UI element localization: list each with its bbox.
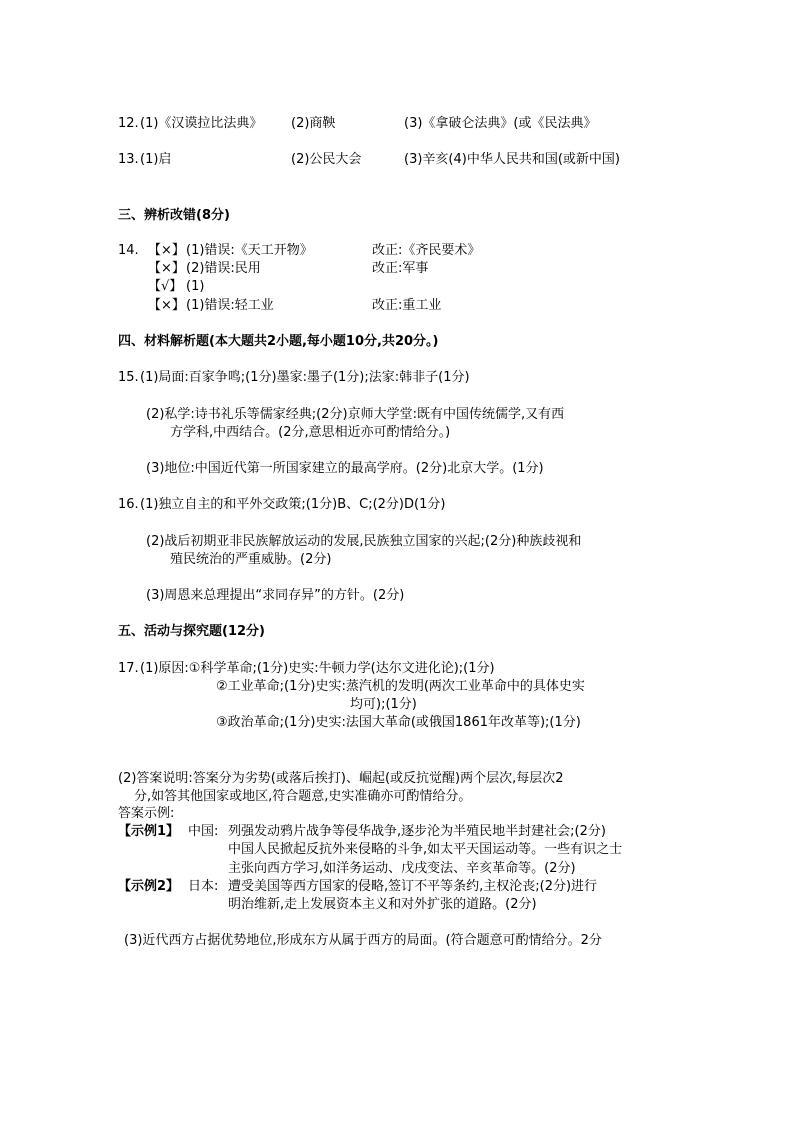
q16-number: 16. [118,497,139,512]
q14-row-4-mark: 【×】 [148,298,185,313]
q15-number: 15. [118,370,139,385]
q15-part-1: (1)局面:百家争鸣;(1分)墨家:墨子(1分);法家:韩非子(1分) [140,370,470,385]
q14-row-3-part: (1) [186,279,205,294]
q13-answer-2: (2)公民大会 [291,152,362,167]
q16-part-2-line-2: 殖民统治的严重威胁。(2分) [170,552,332,567]
q17-part-2-line-1: (2)答案说明:答案分为劣势(或落后挨打)、崛起(或反抗觉醒)两个层次,每层次2 [118,771,564,786]
q17-part-1-line-1: (1)原因:①科学革命;(1分)史实:牛顿力学(达尔文进化论);(1分) [140,661,495,676]
q13-answer-1: (1)启 [140,152,172,167]
q17-part-3: (3)近代西方占据优势地位,形成东方从属于西方的局面。(符合题意可酌情给分。2分 [124,933,602,948]
q17-example-1-label: 【示例1】 [118,824,180,839]
q14-row-1-correction: 改正:《齐民要术》 [372,243,481,258]
q12-answer-1: (1)《汉谟拉比法典》 [140,116,263,131]
q14-row-3-mark: 【√】 [148,279,183,294]
q12-answer-3: (3)《拿破仑法典》(或《民法典》 [404,116,597,131]
q15-part-2-line-2: 方学科,中西结合。(2分,意思相近亦可酌情给分。) [170,425,451,440]
q17-example-2-country: 日本: [188,879,219,894]
q16-part-2-line-1: (2)战后初期亚非民族解放运动的发展,民族独立国家的兴起;(2分)种族歧视和 [146,534,582,549]
section-5-heading: 五、活动与探究题(12分) [118,624,265,639]
q17-example-1-line-3: 主张向西方学习,如洋务运动、戊戌变法、辛亥革命等。(2分) [228,861,576,876]
q12-number: 12. [118,116,139,131]
q17-part-1-line-3: 均可);(1分) [350,697,417,712]
q17-example-2-line-2: 明治维新,走上发展资本主义和对外扩张的道路。(2分) [228,897,537,912]
q17-part-1-line-2: ②工业革命;(1分)史实:蒸汽机的发明(两次工业革命中的具体史实 [216,679,585,694]
q17-example-1-line-1: 列强发动鸦片战争等侵华战争,逐步沦为半殖民地半封建社会;(2分) [228,824,606,839]
q17-part-2-line-2: 分,如答其他国家或地区,符合题意,史实准确亦可酌情给分。 [134,789,472,804]
q14-row-2-error: (2)错误:民用 [186,261,261,276]
q12-answer-2: (2)商鞅 [291,116,336,131]
q16-part-3: (3)周恩来总理提出“求同存异”的方针。(2分) [146,588,405,603]
q14-row-2-correction: 改正:军事 [372,261,429,276]
q13-answer-3: (3)辛亥(4)中华人民共和国(或新中国) [404,152,620,167]
q13-number: 13. [118,152,139,167]
q17-example-1-line-2: 中国人民掀起反抗外来侵略的斗争,如太平天国运动等。一些有识之士 [228,842,623,857]
q14-row-1-error: (1)错误:《天工开物》 [186,243,313,258]
section-4-heading: 四、材料解析题(本大题共2小题,每小题10分,共20分。) [118,334,439,349]
q16-part-1: (1)独立自主的和平外交政策;(1分)B、C;(2分)D(1分) [140,497,446,512]
q17-examples-label: 答案示例: [118,806,175,821]
q15-part-2-line-1: (2)私学:诗书礼乐等儒家经典;(2分)京师大学堂:既有中国传统儒学,又有西 [146,407,565,422]
q17-part-1-line-4: ③政治革命;(1分)史实:法国大革命(或俄国1861年改革等);(1分) [216,715,581,730]
section-3-heading: 三、辨析改错(8分) [118,208,230,223]
q14-number: 14. [118,243,139,258]
q14-row-2-mark: 【×】 [148,261,185,276]
q17-example-1-country: 中国: [188,824,219,839]
q17-example-2-label: 【示例2】 [118,879,180,894]
q14-row-4-error: (1)错误:轻工业 [186,298,274,313]
q17-number: 17. [118,661,139,676]
q17-example-2-line-1: 遭受美国等西方国家的侵略,签订不平等条约,主权沦丧;(2分)进行 [228,879,598,894]
q14-row-1-mark: 【×】 [148,243,185,258]
q15-part-3: (3)地位:中国近代第一所国家建立的最高学府。(2分)北京大学。(1分) [146,461,544,476]
q14-row-4-correction: 改正:重工业 [372,298,442,313]
